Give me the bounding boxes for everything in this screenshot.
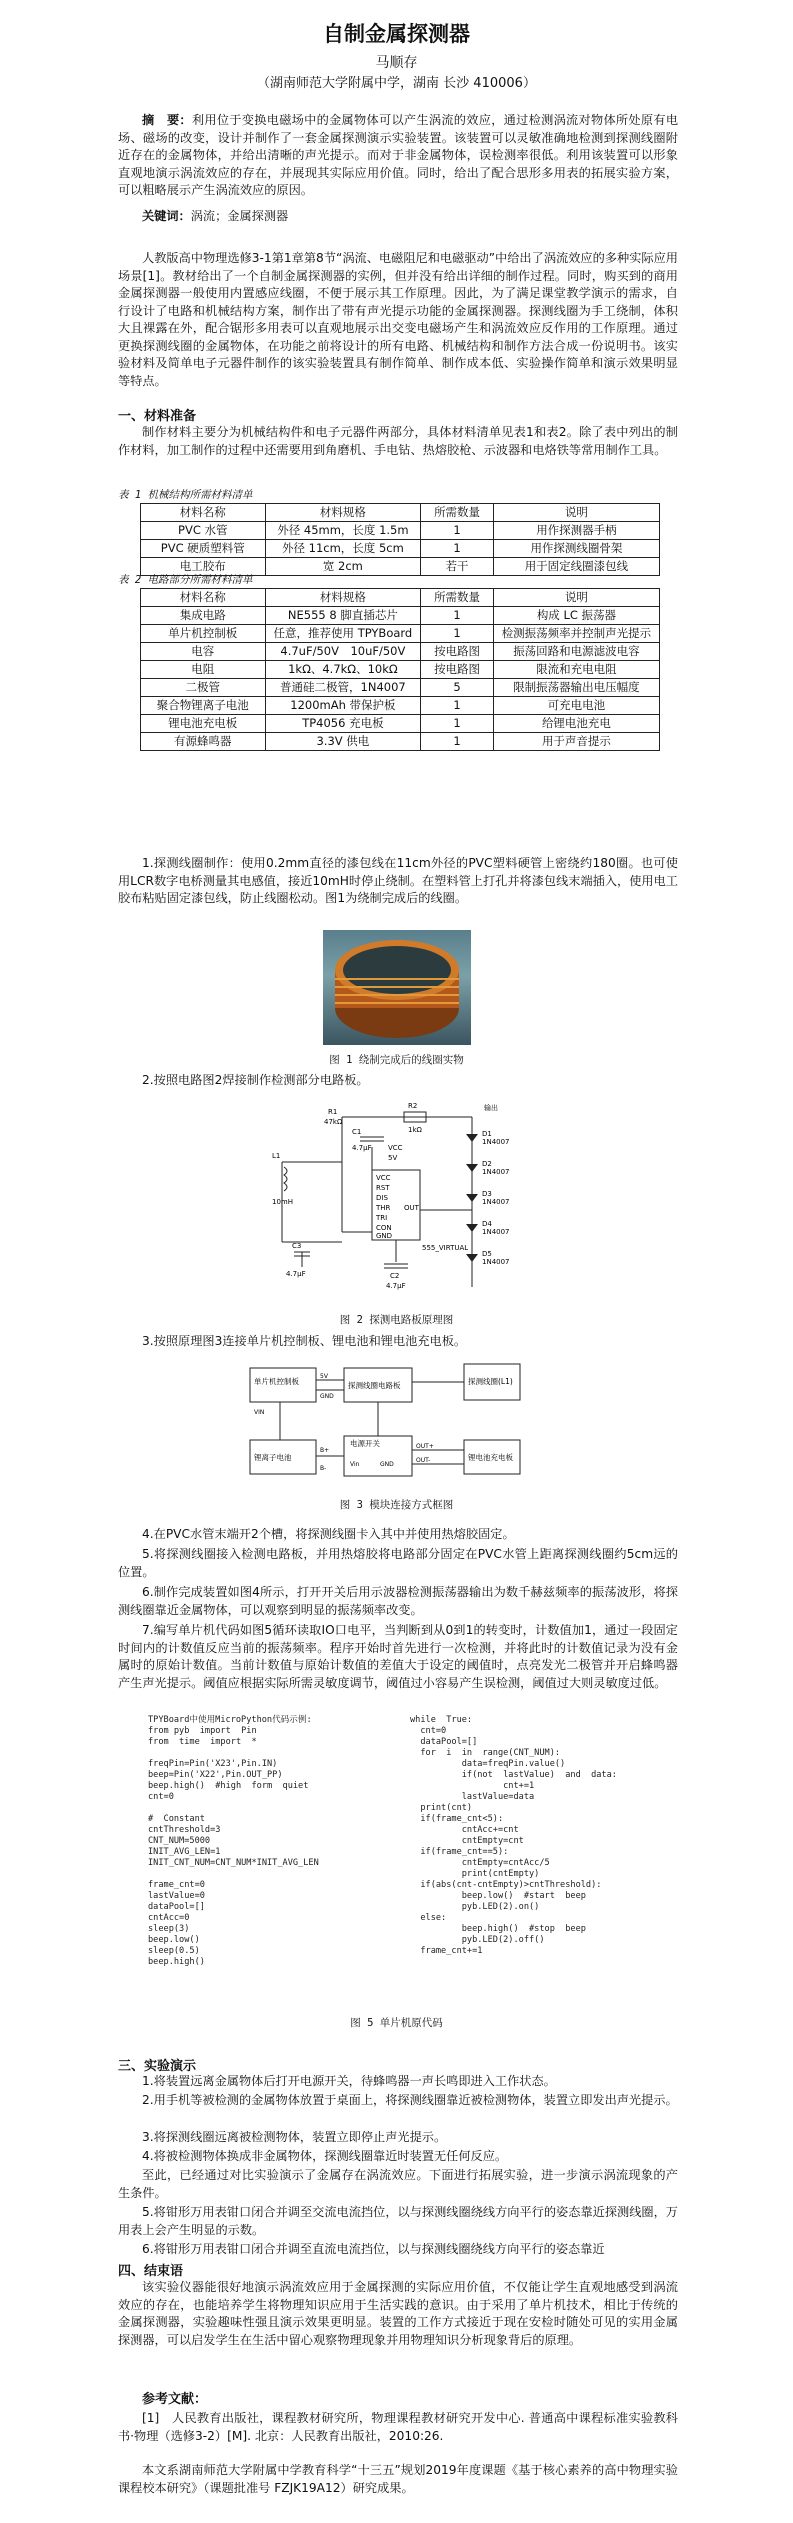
vcc-label: VCC	[388, 1144, 403, 1152]
table-cell: 1	[421, 522, 494, 540]
table-cell: 振荡回路和电源滤波电容	[493, 643, 659, 661]
demo-step-1: 1.将装置远离金属物体后打开电源开关，待蜂鸣器一声长鸣即进入工作状态。	[142, 2074, 556, 2088]
table-row	[141, 697, 660, 715]
demo-step-4: 4.将被检测物体换成非金属物体，探测线圈靠近时装置无任何反应。	[142, 2149, 508, 2163]
coil-photo	[323, 930, 471, 1045]
table-cell: 5	[421, 679, 494, 697]
table-cell: 1200mAh 带保护板	[265, 697, 421, 715]
table-cell: 1	[421, 733, 494, 751]
author-name: 马顺存	[375, 55, 418, 71]
mcu-block-label: 单片机控制板	[254, 1377, 299, 1386]
pin-label: B-	[320, 1465, 327, 1472]
table-2-header: 说明	[493, 589, 659, 607]
battery-block-label: 锂离子电池	[254, 1453, 292, 1462]
diode-label: D2	[482, 1160, 492, 1168]
diode-type: 1N4007	[482, 1138, 510, 1146]
keywords-label: 关键词：	[142, 209, 191, 223]
step-1-text: 1.探测线圈制作：使用0.2mm直径的漆包线在11cm外径的PVC塑料硬管上密绕约180圈。也可使用LCR数字电桥测量其电感值，接近10mH时停止绕制。在塑料管上打孔并将漆包线末端插入，使用电工胶布粘贴固定漆包线，防止线圈松动。图1为绕制完成后的线圈。	[118, 856, 678, 905]
chip-pin-label: CON	[376, 1224, 392, 1232]
table-cell: 电工胶布	[141, 558, 266, 576]
table-cell: 二极管	[141, 679, 266, 697]
diode-type: 1N4007	[482, 1168, 510, 1176]
table-cell: NE555 8 脚直插芯片	[265, 607, 421, 625]
figure-5-caption: 图 5 单片机原代码	[350, 2017, 443, 2029]
demo-step-2: 2.用手机等被检测的金属物体放置于桌面上，将探测线圈靠近被检测物体，装置立即发出声光提示。	[142, 2093, 678, 2107]
table-cell: 聚合物锂离子电池	[141, 697, 266, 715]
demo-step-5: 5.将钳形万用表钳口闭合并调至交流电流挡位，以与探测线圈绕线方向平行的姿态靠近探测线圈，万用表上会产生明显的示数。	[118, 2205, 678, 2237]
pin-label: VIN	[254, 1409, 265, 1416]
table-cell: 用于声音提示	[493, 733, 659, 751]
table-cell: 4.7uF/50V 10uF/50V	[265, 643, 421, 661]
intro-paragraph: 人教版高中物理选修3-1第1章第8节“涡流、电磁阻尼和电磁驱动”中给出了涡流效应的多种实际应用场景[1]。教材给出了一个自制金属探测器的实例，但并没有给出详细的制作过程。同时，购买到的商用金属探测器一般使用内置感应线圈，不便于展示其工作原理。因此，为了满足课堂教学演示的需求，自行设计了电路和机械结构方案，制作出了带有声光提示功能的金属探测器。探测线圈为手工绕制，体积大且裸露在外，配合锯形多用表可以直观地展示出交变电磁场产生和涡流效应反作用的工作原理。通过更换探测线圈的金属物体，在功能之前将设计的所有电路、机械结构和制作方法合成一份说明书。该实验材料及简单电子元器件制作的该实验装置具有制作简单、制作成本低、实验操作简单和演示效果明显等特点。	[118, 251, 678, 388]
table-cell: 1	[421, 715, 494, 733]
table-cell: 可充电电池	[493, 697, 659, 715]
table-cell: 任意，推荐使用 TPYBoard	[265, 625, 421, 643]
table-cell: 1	[421, 540, 494, 558]
table-row	[141, 607, 660, 625]
table-cell: 锂电池充电板	[141, 715, 266, 733]
chip-name: 555_VIRTUAL	[422, 1244, 469, 1252]
table-row	[141, 679, 660, 697]
table-cell: TP4056 充电板	[265, 715, 421, 733]
step-2-text: 2.按照电路图2焊接制作检测部分电路板。	[142, 1073, 369, 1087]
capacitor-c3-label: C3	[292, 1242, 302, 1250]
pin-label: GND	[320, 1393, 334, 1400]
charger-block-label: 锂电池充电板	[468, 1453, 513, 1462]
diode-label: D5	[482, 1250, 492, 1258]
abstract-text: 利用位于变换电磁场中的金属物体可以产生涡流的效应，通过检测涡流对物体所处原有电场、磁场的改变，设计并制作了一套金属探测演示实验装置。该装置可以灵敏准确地检测到探测线圈附近存在的金属物体，并给出清晰的声光提示。而对于非金属物体，误检测率很低。利用该装置可以形象直观地演示涡流效应的存在，并展现其实际应用价值。同时，给出了配合思形多用表的拓展实验方案，可以粗略展示产生涡流效应的原因。	[118, 113, 679, 197]
table-cell: 用作探测线圈骨架	[493, 540, 659, 558]
diode-label: D4	[482, 1220, 492, 1228]
coil-illustration	[323, 930, 471, 1045]
table-cell: 3.3V 供电	[265, 733, 421, 751]
resistor-r1-label: R1	[328, 1108, 338, 1116]
table-row	[141, 733, 660, 751]
code-listing-right: while True: cnt=0 dataPool=[] for i in range(CNT_NUM): data=freqPin.value() if(not lastValue) and data: cnt+=1 lastValue=data print(cnt) if(frame_cnt<5): cntAcc+=cnt cntEmpty=cnt if(frame_cnt==5): cntEmpty=cntAcc/5 print(cntEmpty) if(abs(cnt-cntEmpty)>cntThreshold): beep.low() #start beep pyb.LED(2).on() else: beep.high() #stop beep pyb.LED(2).off() frame_cnt+=1	[410, 1715, 617, 1956]
abstract-label: 摘 要：	[142, 113, 192, 127]
inductor-l1-label: L1	[272, 1152, 281, 1160]
table-cell: 外径 11cm，长度 5cm	[265, 540, 421, 558]
vcc-voltage: 5V	[388, 1154, 398, 1162]
figure-2-caption: 图 2 探测电路板原理图	[339, 1314, 454, 1326]
table-2-header: 材料名称	[141, 589, 266, 607]
diode-label: D3	[482, 1190, 492, 1198]
table-cell: 电容	[141, 643, 266, 661]
code-listing-left: TPYBoard中使用MicroPython代码示例: from pyb import Pin from time import * freqPin=Pin('X23',Pin.IN) beep=Pin('X22',Pin.OUT_PP) beep.high() #high form quiet cnt=0 # Constant cntThreshold=3 CNT_NUM=5000 INIT_AVG_LEN=1 INIT_CNT_NUM=CNT_NUM*INIT_AVG_LEN frame_cnt=0 lastValue=0 dataPool=[] cntAcc=0 sleep(3) beep.low() sleep(0.5) beep.high()	[148, 1715, 319, 1967]
table-cell: 限流和充电电阻	[493, 661, 659, 679]
table-cell: 按电路图	[421, 661, 494, 679]
figure-3-caption: 图 3 模块连接方式框图	[339, 1499, 454, 1511]
pin-label: GND	[380, 1461, 394, 1468]
chip-pin-label: RST	[376, 1184, 390, 1192]
table-row	[141, 540, 660, 558]
table-row	[141, 643, 660, 661]
table-cell: 检测振荡频率并控制声光提示	[493, 625, 659, 643]
demo-step-6: 6.将钳形万用表钳口闭合并调至直流电流挡位，以与探测线圈绕线方向平行的姿态靠近	[142, 2242, 605, 2256]
references-heading: 参考文献：	[142, 2392, 208, 2407]
table-2	[140, 588, 660, 751]
table-2-caption: 表 2 电路部分所需材料清单	[118, 574, 253, 586]
keywords-text: 涡流；金属探测器	[190, 209, 289, 223]
inductor-l1-value: 10mH	[272, 1198, 293, 1206]
resistor-r2-value: 1kΩ	[408, 1126, 422, 1134]
chip-pin-label: TRI	[376, 1214, 388, 1222]
diode-type: 1N4007	[482, 1228, 510, 1236]
chip-pin-label: OUT	[404, 1204, 419, 1212]
table-cell: 单片机控制板	[141, 625, 266, 643]
coil-block-label: 探测线圈(L1)	[468, 1377, 513, 1386]
table-row	[141, 625, 660, 643]
pin-label: OUT-	[416, 1457, 431, 1464]
table-cell: 1	[421, 625, 494, 643]
pin-label: Vin	[350, 1461, 360, 1468]
table-row	[141, 715, 660, 733]
funding-note: 本文系湖南师范大学附属中学教育科学“十三五”规划2019年度课题《基于核心素养的高中物理实验课程校本研究》（课题批准号 FZJK19A12）研究成果。	[118, 2463, 678, 2495]
diode-label: D1	[482, 1130, 492, 1138]
step-4-text: 4.在PVC水管末端开2个槽，将探测线圈卡入其中并使用热熔胶固定。	[142, 1527, 515, 1541]
section-4-heading: 四、结束语	[118, 2264, 184, 2279]
table-cell: 1	[421, 607, 494, 625]
section-1-heading: 一、材料准备	[118, 409, 197, 424]
module-block-diagram	[240, 1358, 550, 1488]
table-cell: 电阻	[141, 661, 266, 679]
table-cell: 宽 2cm	[265, 558, 421, 576]
capacitor-c1-label: C1	[352, 1128, 362, 1136]
table-cell: 给锂电池充电	[493, 715, 659, 733]
resistor-r1-value: 47kΩ	[324, 1118, 343, 1126]
table-cell: 按电路图	[421, 643, 494, 661]
table-cell: 有源蜂鸣器	[141, 733, 266, 751]
output-label: 输出	[484, 1104, 498, 1112]
table-cell: 外径 45mm，长度 1.5m	[265, 522, 421, 540]
table-1-header: 材料规格	[265, 504, 421, 522]
reference-1: [1] 人民教育出版社，课程教材研究所，物理课程教材研究开发中心. 普通高中课程标准实验教科书·物理（选修3-2）[M]. 北京：人民教育出版社，2010:26.	[118, 2411, 678, 2443]
pin-label: 5V	[320, 1373, 328, 1380]
table-1	[140, 503, 660, 576]
switch-block-label: 电源开关	[350, 1439, 380, 1448]
table-cell: 若干	[421, 558, 494, 576]
step-6-text: 6.制作完成装置如图4所示，打开开关后用示波器检测振荡器输出为数千赫兹频率的振荡波形，将探测线圈靠近金属物体，可以观察到明显的振荡频率改变。	[118, 1585, 678, 1617]
step-3-text: 3.按照原理图3连接单片机控制板、锂电池和锂电池充电板。	[142, 1334, 467, 1348]
conclusion-text: 该实验仪器能很好地演示涡流效应用于金属探测的实际应用价值，不仅能让学生直观地感受到涡流效应的存在，也能培养学生将物理知识应用于生活实践的意识。由于采用了单片机技术，相比于传统的金属探测器，实验趣味性强且演示效果更明显。装置的工作方式接近于现在安检时随处可见的实用金属探测器，可以启发学生在生活中留心观察物理现象并用物理知识分析现象背后的原理。	[118, 2280, 678, 2347]
chip-pin-label: THR	[376, 1204, 391, 1212]
section-1-text: 制作材料主要分为机械结构件和电子元器件两部分，具体材料清单见表1和表2。除了表中列出的制作材料，加工制作的过程中还需要用到角磨机、手电钻、热熔胶枪、示波器和电烙铁等常用制作工具。	[118, 425, 678, 457]
chip-pin-label: DIS	[376, 1194, 388, 1202]
table-cell: 普通硅二极管，1N4007	[265, 679, 421, 697]
table-cell: 集成电路	[141, 607, 266, 625]
figure-1-caption: 图 1 绕制完成后的线圈实物	[329, 1054, 464, 1066]
table-1-header: 材料名称	[141, 504, 266, 522]
diode-type: 1N4007	[482, 1258, 510, 1266]
diode-type: 1N4007	[482, 1198, 510, 1206]
table-cell: 用作探测器手柄	[493, 522, 659, 540]
table-row	[141, 522, 660, 540]
pin-label: B+	[320, 1447, 330, 1454]
step-5-text: 5.将探测线圈接入检测电路板，并用热熔胶将电路部分固定在PVC水管上距离探测线圈约5cm远的位置。	[118, 1547, 678, 1579]
table-1-header: 说明	[493, 504, 659, 522]
table-cell: 用于固定线圈漆包线	[493, 558, 659, 576]
detect-board-label: 探测线圈电路板	[348, 1381, 401, 1390]
keywords	[118, 208, 678, 226]
demo-step-3: 3.将探测线圈远离被检测物体，装置立即停止声光提示。	[142, 2130, 447, 2144]
table-cell: PVC 硬质塑料管	[141, 540, 266, 558]
table-cell: 1kΩ、4.7kΩ、10kΩ	[265, 661, 421, 679]
demo-summary: 至此，已经通过对比实验演示了金属存在涡流效应。下面进行拓展实验，进一步演示涡流现象的产生条件。	[118, 2168, 678, 2200]
chip-pin-label: VCC	[376, 1174, 391, 1182]
pin-label: OUT+	[416, 1443, 434, 1450]
author-affiliation: （湖南师范大学附属中学，湖南 长沙 410006）	[257, 76, 536, 91]
table-row	[141, 661, 660, 679]
abstract	[118, 112, 678, 200]
capacitor-c2-value: 4.7μF	[386, 1282, 406, 1290]
capacitor-c2-label: C2	[390, 1272, 400, 1280]
step-7-text: 7.编写单片机代码如图5循环读取IO口电平，当判断到从0到1的转变时，计数值加1，通过一段固定时间内的计数值反应当前的振荡频率。程序开始时首先进行一次检测，并将此时的计数值记录为没有金属时的原始计数值。当前计数值与原始计数值的差值大于设定的阈值时，点亮发光二极管并开启蜂鸣器产生声光提示。阈值应根据实际所需灵敏度调节，阈值过小容易产生误检测，阈值过大则灵敏度过低。	[118, 1623, 678, 1690]
table-2-header: 材料规格	[265, 589, 421, 607]
table-cell: 构成 LC 振荡器	[493, 607, 659, 625]
table-cell: 1	[421, 697, 494, 715]
chip-pin-label: GND	[376, 1232, 393, 1240]
capacitor-c1-value: 4.7μF	[352, 1144, 372, 1152]
section-3-heading: 三、实验演示	[118, 2059, 197, 2074]
table-2-header: 所需数量	[421, 589, 494, 607]
capacitor-c3-value: 4.7μF	[286, 1270, 306, 1278]
resistor-r2-label: R2	[408, 1102, 418, 1110]
article-title: 自制金属探测器	[323, 22, 470, 46]
circuit-schematic	[272, 1092, 522, 1302]
table-1-caption: 表 1 机械结构所需材料清单	[118, 489, 253, 501]
table-1-header: 所需数量	[421, 504, 494, 522]
table-cell: PVC 水管	[141, 522, 266, 540]
table-cell: 限制振荡器输出电压幅度	[493, 679, 659, 697]
